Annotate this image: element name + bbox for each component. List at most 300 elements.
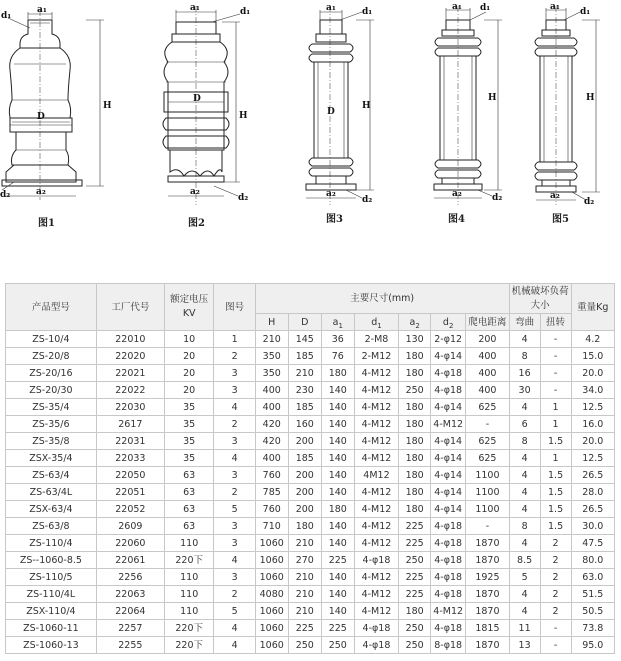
- cell-bending: 4: [509, 535, 540, 552]
- table-row: [6, 501, 615, 518]
- svg-text:a₂: a₂: [36, 187, 46, 197]
- figure-5-drawing: [535, 2, 600, 207]
- cell-a2: 180: [399, 484, 431, 501]
- svg-text:d₁: d₁: [480, 3, 491, 13]
- cell-creepage: 1870: [466, 603, 509, 620]
- cell-creepage: 1870: [466, 637, 509, 654]
- cell-a2: 250: [399, 382, 431, 399]
- cell-torsion: 1.5: [540, 518, 571, 535]
- table-row: [6, 433, 615, 450]
- cell-bending: 8: [509, 518, 540, 535]
- figure-2-caption: 图2: [188, 218, 205, 229]
- header-creepage: 爬电距离: [466, 314, 509, 331]
- cell-a2: 180: [399, 433, 431, 450]
- svg-text:H: H: [586, 93, 595, 103]
- cell-D: 200: [288, 484, 321, 501]
- cell-a1: 140: [321, 518, 354, 535]
- cell-rated-voltage: 63: [164, 501, 214, 518]
- cell-d2: 4-φ14: [431, 399, 466, 416]
- cell-a1: 140: [321, 433, 354, 450]
- cell-factory-code: 22031: [96, 433, 164, 450]
- cell-figure-no: 1: [214, 331, 255, 348]
- cell-factory-code: 22033: [96, 450, 164, 467]
- svg-text:a₂: a₂: [190, 187, 200, 197]
- cell-D: 200: [288, 467, 321, 484]
- cell-torsion: 1: [540, 416, 571, 433]
- cell-D: 210: [288, 569, 321, 586]
- header-main-dims: 主要尺寸(mm): [255, 284, 509, 314]
- table-row: [6, 467, 615, 484]
- cell-figure-no: 4: [214, 637, 255, 654]
- cell-d2: 4-φ18: [431, 620, 466, 637]
- cell-creepage: 1815: [466, 620, 509, 637]
- cell-H: 420: [255, 416, 288, 433]
- cell-a1: 180: [321, 365, 354, 382]
- cell-rated-voltage: 63: [164, 518, 214, 535]
- table-row: [6, 450, 615, 467]
- cell-d1: 4-M12: [354, 501, 398, 518]
- cell-H: 350: [255, 365, 288, 382]
- cell-d1: 4-M12: [354, 586, 398, 603]
- cell-factory-code: 22061: [96, 552, 164, 569]
- cell-bending: 4: [509, 484, 540, 501]
- cell-model: ZS-35/4: [6, 399, 97, 416]
- cell-figure-no: 2: [214, 348, 255, 365]
- cell-figure-no: 4: [214, 450, 255, 467]
- cell-weight: 80.0: [571, 552, 614, 569]
- cell-model: ZSX-35/4: [6, 450, 97, 467]
- cell-d2: 8-φ18: [431, 637, 466, 654]
- cell-model: ZS-35/6: [6, 416, 97, 433]
- cell-D: 185: [288, 399, 321, 416]
- header-torsion: 扭转: [540, 314, 571, 331]
- cell-a1: 140: [321, 467, 354, 484]
- cell-H: 1060: [255, 569, 288, 586]
- cell-D: 145: [288, 331, 321, 348]
- cell-d1: 2-M8: [354, 331, 398, 348]
- cell-d1: 4-M12: [354, 450, 398, 467]
- svg-text:H: H: [488, 93, 497, 103]
- cell-D: 180: [288, 518, 321, 535]
- cell-rated-voltage: 220下: [164, 637, 214, 654]
- cell-model: ZS-63/8: [6, 518, 97, 535]
- cell-weight: 4.2: [571, 331, 614, 348]
- cell-d1: 4-φ18: [354, 637, 398, 654]
- cell-D: 200: [288, 433, 321, 450]
- cell-model: ZS--1060-8.5: [6, 552, 97, 569]
- cell-a1: 225: [321, 620, 354, 637]
- cell-H: 420: [255, 433, 288, 450]
- cell-torsion: 2: [540, 552, 571, 569]
- cell-H: 760: [255, 501, 288, 518]
- svg-text:a₂: a₂: [452, 189, 462, 199]
- header-rated-voltage: 额定电压KV: [164, 284, 214, 331]
- cell-H: 710: [255, 518, 288, 535]
- cell-H: 785: [255, 484, 288, 501]
- cell-d2: 4-φ14: [431, 348, 466, 365]
- cell-d2: 4-φ18: [431, 552, 466, 569]
- svg-text:d₂: d₂: [362, 195, 373, 205]
- cell-creepage: -: [466, 518, 509, 535]
- cell-creepage: 1870: [466, 552, 509, 569]
- cell-model: ZS-110/4: [6, 535, 97, 552]
- cell-figure-no: 4: [214, 620, 255, 637]
- cell-weight: 63.0: [571, 569, 614, 586]
- cell-a2: 250: [399, 552, 431, 569]
- cell-d1: 4-M12: [354, 399, 398, 416]
- cell-a1: 36: [321, 331, 354, 348]
- cell-d1: 4-M12: [354, 603, 398, 620]
- cell-creepage: 1925: [466, 569, 509, 586]
- spec-table-body: [6, 331, 615, 654]
- cell-weight: 28.0: [571, 484, 614, 501]
- table-row: [6, 603, 615, 620]
- cell-model: ZS-110/4L: [6, 586, 97, 603]
- cell-creepage: 1100: [466, 501, 509, 518]
- cell-model: ZSX-110/4: [6, 603, 97, 620]
- cell-a1: 140: [321, 569, 354, 586]
- cell-figure-no: 3: [214, 569, 255, 586]
- cell-a2: 225: [399, 518, 431, 535]
- cell-D: 210: [288, 365, 321, 382]
- cell-figure-no: 3: [214, 365, 255, 382]
- cell-factory-code: 22063: [96, 586, 164, 603]
- cell-figure-no: 3: [214, 382, 255, 399]
- figure-4-caption: 图4: [448, 214, 465, 225]
- cell-d2: 4-φ14: [431, 467, 466, 484]
- cell-weight: 34.0: [571, 382, 614, 399]
- cell-model: ZS-20/16: [6, 365, 97, 382]
- cell-bending: 4: [509, 603, 540, 620]
- cell-bending: 5: [509, 569, 540, 586]
- svg-text:a₁: a₁: [37, 5, 47, 15]
- cell-a2: 250: [399, 637, 431, 654]
- cell-torsion: -: [540, 331, 571, 348]
- cell-d2: 4-φ18: [431, 382, 466, 399]
- cell-a1: 140: [321, 484, 354, 501]
- cell-torsion: 2: [540, 586, 571, 603]
- cell-weight: 95.0: [571, 637, 614, 654]
- cell-factory-code: 2256: [96, 569, 164, 586]
- cell-rated-voltage: 35: [164, 450, 214, 467]
- cell-model: ZS-1060-11: [6, 620, 97, 637]
- cell-figure-no: 3: [214, 433, 255, 450]
- cell-rated-voltage: 35: [164, 433, 214, 450]
- cell-H: 1060: [255, 603, 288, 620]
- cell-H: 760: [255, 467, 288, 484]
- cell-factory-code: 2257: [96, 620, 164, 637]
- table-row: [6, 637, 615, 654]
- cell-D: 210: [288, 603, 321, 620]
- cell-d1: 4-M12: [354, 416, 398, 433]
- cell-D: 270: [288, 552, 321, 569]
- cell-figure-no: 3: [214, 467, 255, 484]
- cell-rated-voltage: 110: [164, 569, 214, 586]
- svg-text:a₁: a₁: [326, 3, 336, 13]
- cell-creepage: 1100: [466, 467, 509, 484]
- svg-text:a₁: a₁: [190, 3, 200, 13]
- cell-creepage: 1870: [466, 535, 509, 552]
- cell-d2: 4-φ18: [431, 365, 466, 382]
- cell-H: 4080: [255, 586, 288, 603]
- cell-d1: 4-φ18: [354, 620, 398, 637]
- svg-text:d₂: d₂: [238, 193, 249, 203]
- cell-factory-code: 22051: [96, 484, 164, 501]
- cell-weight: 12.5: [571, 399, 614, 416]
- svg-text:D: D: [327, 107, 335, 117]
- cell-torsion: 1.5: [540, 433, 571, 450]
- svg-text:d₁: d₁: [362, 7, 373, 17]
- cell-bending: 16: [509, 365, 540, 382]
- spec-table: [5, 283, 615, 654]
- cell-creepage: 625: [466, 450, 509, 467]
- table-row: [6, 535, 615, 552]
- figure-3-drawing: [306, 3, 374, 205]
- cell-rated-voltage: 220下: [164, 552, 214, 569]
- cell-D: 210: [288, 586, 321, 603]
- cell-a1: 140: [321, 450, 354, 467]
- cell-torsion: 1.5: [540, 501, 571, 518]
- cell-torsion: -: [540, 365, 571, 382]
- cell-a1: 140: [321, 382, 354, 399]
- cell-D: 250: [288, 637, 321, 654]
- cell-bending: 8.5: [509, 552, 540, 569]
- cell-a2: 130: [399, 331, 431, 348]
- table-row: [6, 586, 615, 603]
- cell-a2: 180: [399, 348, 431, 365]
- cell-d1: 4-M12: [354, 433, 398, 450]
- cell-a2: 180: [399, 416, 431, 433]
- cell-weight: 30.0: [571, 518, 614, 535]
- cell-weight: 20.0: [571, 365, 614, 382]
- cell-H: 350: [255, 348, 288, 365]
- cell-weight: 26.5: [571, 467, 614, 484]
- svg-text:d₁: d₁: [1, 11, 12, 21]
- cell-factory-code: 22021: [96, 365, 164, 382]
- cell-D: 225: [288, 620, 321, 637]
- cell-bending: 6: [509, 416, 540, 433]
- table-row: [6, 365, 615, 382]
- cell-d1: 4M12: [354, 467, 398, 484]
- cell-torsion: 1.5: [540, 467, 571, 484]
- svg-text:a₁: a₁: [452, 2, 462, 12]
- cell-H: 1060: [255, 552, 288, 569]
- cell-a2: 225: [399, 569, 431, 586]
- cell-figure-no: 2: [214, 416, 255, 433]
- cell-rated-voltage: 110: [164, 603, 214, 620]
- cell-H: 1060: [255, 637, 288, 654]
- header-model: 产品型号: [6, 284, 97, 331]
- table-row: [6, 348, 615, 365]
- cell-D: 230: [288, 382, 321, 399]
- svg-text:d₂: d₂: [492, 193, 503, 203]
- cell-a2: 180: [399, 467, 431, 484]
- cell-D: 160: [288, 416, 321, 433]
- cell-figure-no: 4: [214, 552, 255, 569]
- cell-d2: 4-φ14: [431, 450, 466, 467]
- cell-d2: 4-φ18: [431, 535, 466, 552]
- cell-rated-voltage: 20: [164, 382, 214, 399]
- cell-D: 185: [288, 450, 321, 467]
- cell-a1: 140: [321, 416, 354, 433]
- cell-factory-code: 22064: [96, 603, 164, 620]
- cell-a1: 140: [321, 603, 354, 620]
- svg-text:a₂: a₂: [326, 189, 336, 199]
- table-row: [6, 416, 615, 433]
- cell-a1: 225: [321, 552, 354, 569]
- cell-bending: 11: [509, 620, 540, 637]
- cell-bending: 4: [509, 586, 540, 603]
- cell-H: 400: [255, 399, 288, 416]
- cell-a2: 180: [399, 399, 431, 416]
- svg-text:d₂: d₂: [584, 197, 595, 207]
- cell-torsion: -: [540, 382, 571, 399]
- header-bending: 弯曲: [509, 314, 540, 331]
- cell-rated-voltage: 20: [164, 365, 214, 382]
- cell-rated-voltage: 110: [164, 586, 214, 603]
- figure-1-caption: 图1: [38, 218, 55, 229]
- cell-a1: 76: [321, 348, 354, 365]
- cell-weight: 12.5: [571, 450, 614, 467]
- svg-text:H: H: [103, 101, 112, 111]
- table-row: [6, 382, 615, 399]
- figure-4-drawing: [434, 2, 502, 205]
- cell-torsion: 1: [540, 399, 571, 416]
- header-D: D: [288, 314, 321, 331]
- insulator-drawings: [0, 0, 621, 240]
- cell-bending: 4: [509, 501, 540, 518]
- cell-creepage: 400: [466, 348, 509, 365]
- cell-rated-voltage: 10: [164, 331, 214, 348]
- figure-2-drawing: [163, 3, 250, 205]
- cell-d2: 4-φ18: [431, 569, 466, 586]
- table-row: [6, 518, 615, 535]
- cell-factory-code: 2609: [96, 518, 164, 535]
- svg-text:d₁: d₁: [580, 7, 591, 17]
- cell-torsion: -: [540, 620, 571, 637]
- cell-torsion: 2: [540, 603, 571, 620]
- cell-rated-voltage: 220下: [164, 620, 214, 637]
- cell-torsion: 1: [540, 450, 571, 467]
- cell-torsion: 1.5: [540, 484, 571, 501]
- cell-figure-no: 5: [214, 501, 255, 518]
- spec-table-head: [6, 284, 615, 331]
- svg-text:D: D: [37, 112, 45, 122]
- cell-d1: 4-M12: [354, 535, 398, 552]
- cell-a2: 180: [399, 450, 431, 467]
- cell-figure-no: 5: [214, 603, 255, 620]
- cell-bending: 8: [509, 348, 540, 365]
- cell-torsion: -: [540, 348, 571, 365]
- cell-creepage: 1100: [466, 484, 509, 501]
- header-d1: $d_1$: [354, 314, 398, 331]
- table-row: [6, 620, 615, 637]
- cell-a1: 180: [321, 501, 354, 518]
- cell-creepage: 400: [466, 365, 509, 382]
- table-row: [6, 399, 615, 416]
- cell-d1: 4-φ18: [354, 552, 398, 569]
- cell-H: 1060: [255, 620, 288, 637]
- cell-creepage: 400: [466, 382, 509, 399]
- cell-rated-voltage: 63: [164, 467, 214, 484]
- cell-model: ZS-10/4: [6, 331, 97, 348]
- cell-creepage: 1870: [466, 586, 509, 603]
- cell-model: ZS-110/5: [6, 569, 97, 586]
- figure-3-caption: 图3: [326, 214, 343, 225]
- cell-weight: 15.0: [571, 348, 614, 365]
- cell-H: 400: [255, 382, 288, 399]
- cell-a2: 180: [399, 501, 431, 518]
- cell-weight: 26.5: [571, 501, 614, 518]
- cell-torsion: 2: [540, 535, 571, 552]
- cell-torsion: 2: [540, 569, 571, 586]
- spec-table-container: [5, 283, 615, 654]
- cell-bending: 4: [509, 450, 540, 467]
- cell-weight: 47.5: [571, 535, 614, 552]
- table-row: [6, 484, 615, 501]
- header-a1: $a_1$: [321, 314, 354, 331]
- cell-factory-code: 22052: [96, 501, 164, 518]
- cell-model: ZS-20/30: [6, 382, 97, 399]
- cell-d1: 2-M12: [354, 348, 398, 365]
- cell-torsion: -: [540, 637, 571, 654]
- cell-weight: 73.8: [571, 620, 614, 637]
- cell-d1: 4-M12: [354, 382, 398, 399]
- cell-figure-no: 2: [214, 586, 255, 603]
- cell-weight: 20.0: [571, 433, 614, 450]
- cell-d2: 4-M12: [431, 603, 466, 620]
- cell-a2: 225: [399, 535, 431, 552]
- cell-H: 1060: [255, 535, 288, 552]
- cell-rated-voltage: 35: [164, 399, 214, 416]
- cell-D: 210: [288, 535, 321, 552]
- cell-figure-no: 3: [214, 535, 255, 552]
- cell-D: 200: [288, 501, 321, 518]
- cell-factory-code: 22030: [96, 399, 164, 416]
- header-a2: $a_2$: [399, 314, 431, 331]
- cell-a2: 180: [399, 365, 431, 382]
- header-H: H: [255, 314, 288, 331]
- cell-a2: 225: [399, 586, 431, 603]
- cell-a2: 250: [399, 620, 431, 637]
- svg-text:H: H: [239, 111, 248, 121]
- cell-H: 400: [255, 450, 288, 467]
- cell-factory-code: 2617: [96, 416, 164, 433]
- cell-model: ZSX-63/4: [6, 501, 97, 518]
- svg-text:a₂: a₂: [550, 191, 560, 201]
- cell-d2: 4-φ18: [431, 586, 466, 603]
- cell-d2: 4-M12: [431, 416, 466, 433]
- header-d2: $d_2$: [431, 314, 466, 331]
- cell-weight: 51.5: [571, 586, 614, 603]
- cell-bending: 30: [509, 382, 540, 399]
- cell-a1: 140: [321, 399, 354, 416]
- cell-creepage: 200: [466, 331, 509, 348]
- cell-model: ZS-63/4L: [6, 484, 97, 501]
- cell-d2: 4-φ14: [431, 501, 466, 518]
- cell-factory-code: 22050: [96, 467, 164, 484]
- cell-weight: 16.0: [571, 416, 614, 433]
- cell-creepage: 625: [466, 433, 509, 450]
- cell-creepage: 625: [466, 399, 509, 416]
- table-row: [6, 552, 615, 569]
- cell-factory-code: 22010: [96, 331, 164, 348]
- table-row: [6, 569, 615, 586]
- cell-a1: 250: [321, 637, 354, 654]
- cell-bending: 4: [509, 399, 540, 416]
- cell-d1: 4-M12: [354, 484, 398, 501]
- cell-model: ZS-35/8: [6, 433, 97, 450]
